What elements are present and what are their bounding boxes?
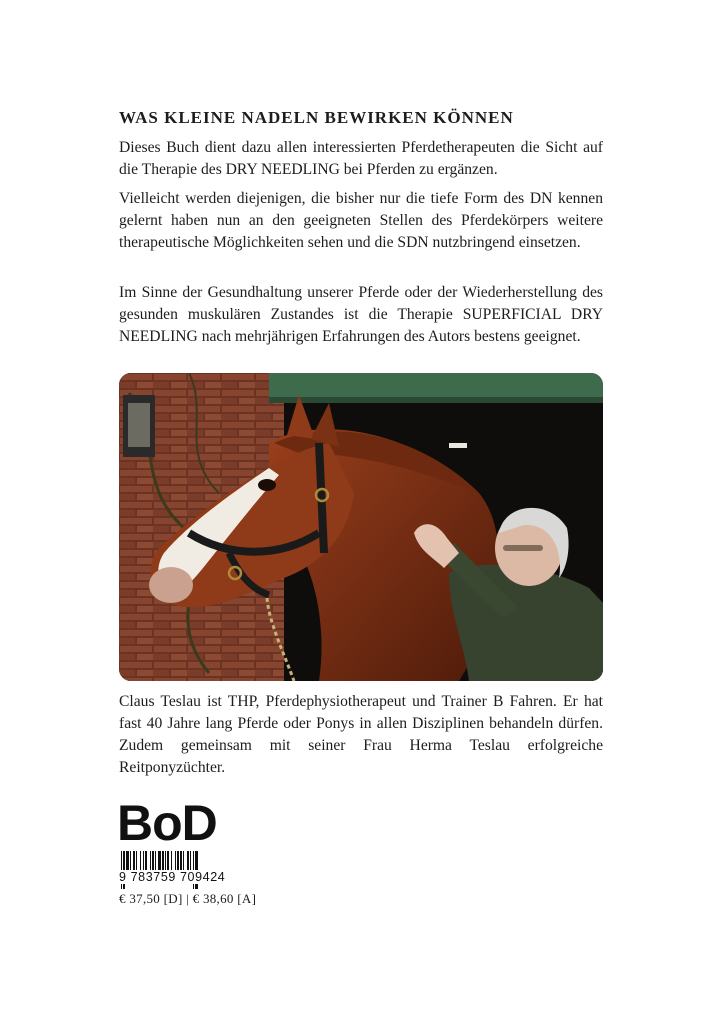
blurb-paragraph-3: Im Sinne der Gesundhaltung unserer Pferde oder der Wiederherstellung des gesunden muskulären Zustandes ist die Therapie SUPERFICIAL DRY NEEDLING nach mehrjährigen Erfahrungen des Autors bestens geeignet. xyxy=(119,284,603,345)
back-cover-heading: WAS KLEINE NADELN BEWIRKEN KÖNNEN xyxy=(119,108,514,127)
blurb-paragraph-2: Vielleicht werden diejenigen, die bisher nur die tiefe Form des DN kennen gelernt haben nun an den geeigneten Stellen des Pferdekörpers weitere therapeutische Möglichkeiten sehen und die SDN nutzbringend einsetzen. xyxy=(119,190,603,251)
price-label: € 37,50 [D] | € 38,60 [A] xyxy=(119,891,257,906)
blurb-paragraph-1: Dieses Buch dient dazu allen interessierten Pferdetherapeuten die Sicht auf die Therapie des DRY NEEDLING bei Pferden zu ergänzen. xyxy=(119,139,603,178)
bod-publisher-logo: BoD xyxy=(117,795,217,851)
author-bio-paragraph: Claus Teslau ist THP, Pferdephysiotherapeut und Trainer B Fahren. Er hat fast 40 Jahre lang Pferde oder Ponys in allen Disziplinen behandeln dürfen. Zudem gemeinsam mit seiner Frau Herma Teslau erfolgreiche Reitponyzüchter. xyxy=(119,693,603,776)
isbn-number: 9 783759 709424 xyxy=(119,870,226,884)
author-with-horse-photo xyxy=(119,373,603,681)
